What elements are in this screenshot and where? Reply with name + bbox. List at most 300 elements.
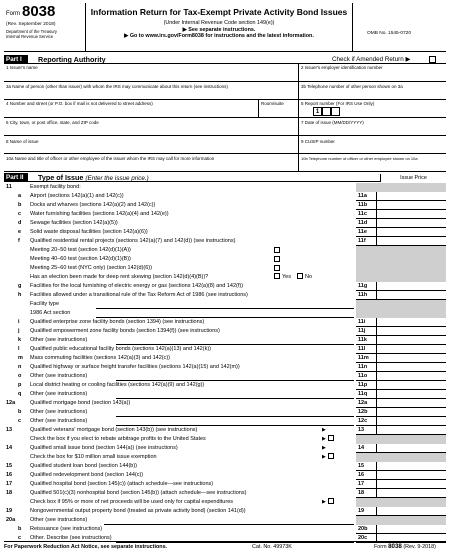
line-text	[30, 237, 235, 246]
line-text	[30, 183, 81, 192]
line-code: 11h	[356, 291, 376, 300]
line-12b	[4, 408, 446, 417]
line-letter: b	[18, 408, 22, 415]
street-label: 4 Number and street (or P.O. box if mail is not delivered to street address)	[6, 101, 153, 106]
report-number-boxes	[313, 107, 373, 117]
line-letter: n	[18, 363, 22, 370]
line-text	[30, 282, 243, 291]
line-text	[30, 372, 87, 381]
line-label: Other (see instructions)	[30, 417, 88, 424]
line-letter: a	[18, 192, 22, 199]
amended-return-checkbox[interactable]	[429, 56, 436, 63]
line-row-28	[4, 435, 446, 444]
fill-in-line[interactable]	[96, 300, 354, 309]
line-text	[30, 453, 157, 462]
city-label: 6 City, town, or post office, state, and ZIP code	[6, 120, 99, 125]
line-label: Water furnishing facilities (sections 142(a)(4) and 142(e))	[30, 210, 169, 217]
line-17	[4, 480, 446, 489]
line-text	[30, 480, 213, 489]
line-letter: c	[18, 417, 22, 424]
shaded-cell	[356, 246, 446, 255]
issue-price-field[interactable]	[376, 399, 446, 408]
line-code: 15	[356, 462, 376, 471]
line-text	[30, 219, 118, 228]
line-code: 12a	[356, 399, 376, 408]
city-field[interactable]	[6, 125, 296, 136]
contact-person-label: 3a Name of person (other than issuer) with whom the IRS may communicate about this return (see instructions)	[6, 84, 228, 89]
line-text	[30, 525, 102, 534]
issue-price-header: Issue Price	[380, 174, 446, 182]
form-title: Information Return for Tax-Exempt Private Activity Bond Issues	[90, 7, 348, 17]
issue-price-field[interactable]	[376, 336, 446, 345]
line-row-7	[4, 246, 446, 255]
line-letter: c	[18, 534, 22, 541]
officer-phone-label: 10b Telephone number of officer or other employee shown on 10a	[301, 156, 418, 161]
line-number: 19	[6, 507, 13, 514]
issue-price-field[interactable]	[376, 372, 446, 381]
form-id-block	[4, 3, 86, 52]
line-label: Local district heating or cooling facilities (sections 142(a)(9) and 142(g))	[30, 381, 205, 388]
election-checkbox[interactable]	[328, 498, 334, 504]
line-label: Sewage facilities (section 142(a)(5))	[30, 219, 118, 226]
contact-person-field[interactable]	[6, 89, 296, 100]
arrow-icon: ▶	[322, 444, 326, 451]
arrow-checkbox	[322, 498, 334, 507]
form-header	[4, 3, 446, 52]
footer-revision: (Rev. 9-2018)	[403, 544, 436, 550]
criteria-checkbox[interactable]	[274, 247, 280, 253]
line-11h	[4, 291, 446, 300]
line-number: 12a	[6, 399, 16, 406]
shaded-cell	[356, 273, 446, 282]
line-label: Meeting 20–50 test (section 142(d)(1)(A))	[30, 246, 131, 253]
issue-price-field[interactable]	[376, 390, 446, 399]
line-text	[30, 498, 233, 507]
line-label: Other (see instructions)	[30, 372, 88, 379]
form-number: 8038	[22, 3, 56, 20]
issue-price-field[interactable]	[376, 471, 446, 480]
line-label: Other (see instructions)	[30, 408, 88, 415]
line-label: Mass commuting facilities (sections 142(a)(3) and 142(c))	[30, 354, 170, 361]
contact-phone-label: 3b Telephone number of other person shown on 3a	[301, 84, 403, 89]
line-label: Meeting 25–60 test (NYC only) (section 142(d)(6))	[30, 264, 152, 271]
line-label: 1986 Act section	[30, 309, 71, 316]
line-row-9	[4, 264, 446, 273]
line-label: Qualified hospital bond (section 145(c)) (attach schedule—see instructions)	[30, 480, 214, 487]
line-text	[30, 399, 130, 408]
line-row-13	[4, 300, 446, 309]
line-11b	[4, 201, 446, 210]
issue-price-field[interactable]	[376, 354, 446, 363]
line-code: 11j	[356, 327, 376, 336]
divider	[298, 82, 299, 100]
line-row-14	[4, 309, 446, 318]
issue-name-label: 8 Name of issue	[6, 139, 39, 144]
line-label: Reissuance (see instructions)	[30, 525, 103, 532]
line-text	[30, 336, 87, 345]
line-code: 17	[356, 480, 376, 489]
omb-number: OMB No. 1545-0720	[367, 31, 411, 36]
line-text	[30, 408, 87, 417]
line-code: 11c	[356, 210, 376, 219]
divider	[258, 100, 259, 118]
issue-date-field[interactable]	[300, 125, 444, 136]
line-row-8	[4, 255, 446, 264]
line-row-0	[4, 183, 446, 192]
no-label: No	[304, 273, 313, 280]
issue-price-field[interactable]	[376, 525, 446, 534]
line-label: Qualified veterans' mortgage bond (section 143(b)) (see instructions)	[30, 426, 198, 433]
shaded-cell	[356, 435, 446, 444]
line-row-30	[4, 453, 446, 462]
line-15	[4, 462, 446, 471]
issue-price-field[interactable]	[376, 408, 446, 417]
line-text	[30, 435, 206, 444]
line-code: 11q	[356, 390, 376, 399]
describe-line[interactable]	[116, 336, 354, 345]
street-field[interactable]	[6, 107, 256, 118]
line-text	[30, 417, 87, 426]
line-code: 11b	[356, 201, 376, 210]
issue-price-field[interactable]	[376, 507, 446, 516]
line-code: 20b	[356, 525, 376, 534]
line-text	[30, 228, 148, 237]
line-number: 17	[6, 480, 13, 487]
irs-link-note: ▶ Go to www.irs.gov/Form8038 for instructions and the latest information.	[124, 33, 314, 40]
part2-title	[38, 173, 149, 183]
fill-in-line[interactable]	[96, 309, 354, 318]
line-letter: m	[18, 354, 23, 361]
issue-price-field[interactable]	[376, 228, 446, 237]
line-label: Docks and wharves (sections 142(a)(2) and 142(c))	[30, 201, 156, 208]
line-11l	[4, 345, 446, 354]
issue-price-field[interactable]	[376, 462, 446, 471]
line-11o	[4, 372, 446, 381]
line-label: Other (see instructions)	[30, 390, 88, 397]
line-code: 12c	[356, 417, 376, 426]
line-12c	[4, 417, 446, 426]
officer-name-field[interactable]	[6, 161, 296, 172]
election-checkbox[interactable]	[328, 435, 334, 441]
line-number: 11	[6, 183, 12, 190]
shaded-cell	[356, 309, 446, 318]
divider	[298, 136, 299, 154]
line-label: Has an election been made for deep rent skewing (section 142(d)(4)(B))?	[30, 273, 209, 280]
shaded-cell	[356, 516, 446, 525]
line-text	[30, 489, 246, 498]
line-number: 18	[6, 489, 13, 496]
line-letter: b	[18, 525, 22, 532]
part2-title-text: Type of Issue	[38, 173, 84, 182]
part2-tag: Part II	[4, 173, 28, 182]
footer-form-word: Form	[374, 544, 387, 550]
line-code: 18	[356, 489, 376, 498]
line-letter: q	[18, 390, 22, 397]
line-20b	[4, 525, 446, 534]
line-text	[30, 516, 87, 525]
line-text	[30, 309, 70, 318]
line-label: Exempt facility bond:	[30, 183, 81, 190]
line-text	[30, 345, 211, 354]
yes-label: Yes	[282, 273, 291, 280]
line-text	[30, 507, 246, 516]
line-11q	[4, 390, 446, 399]
arrow-checkbox	[322, 453, 334, 462]
issue-price-field[interactable]	[376, 219, 446, 228]
line-code: 11k	[356, 336, 376, 345]
line-letter: j	[18, 327, 20, 334]
line-label: Qualified residential rental projects (sections 142(a)(7) and 142(d)) (see instructions)	[30, 237, 236, 244]
line-label: Qualified 501(c)(3) nonhospital bond (section 145(b)) (attach schedule—see instructions)	[30, 489, 247, 496]
issue-price-field[interactable]	[376, 237, 446, 246]
line-code: 16	[356, 471, 376, 480]
room-suite-label: Room/suite	[261, 101, 284, 106]
divider	[298, 64, 299, 82]
yes-no-group	[272, 273, 312, 282]
shaded-cell	[356, 300, 446, 309]
fill-in-line[interactable]	[104, 516, 354, 525]
line-label: Meeting 40–60 test (section 142(d)(1)(B))	[30, 255, 131, 262]
form-title-block	[86, 3, 352, 52]
line-code: 11a	[356, 192, 376, 201]
line-11j	[4, 327, 446, 336]
line-label: Qualified redevelopment bond (section 144(c))	[30, 471, 144, 478]
room-suite-field[interactable]	[260, 107, 297, 118]
contact-phone-field[interactable]	[300, 89, 444, 100]
line-letter: c	[18, 210, 22, 217]
line-text	[30, 273, 208, 282]
line-19	[4, 507, 446, 516]
divider	[298, 154, 299, 172]
line-code: 11m	[356, 354, 376, 363]
form-word: Form	[6, 11, 20, 17]
line-text	[30, 471, 143, 480]
line-label: Check the box if you elect to rebate arbitrage profits to the United States	[30, 435, 206, 442]
line-text	[30, 318, 204, 327]
part1-tag: Part I	[4, 55, 28, 64]
form-revision: (Rev. September 2018)	[6, 22, 56, 27]
line-text	[30, 444, 178, 453]
line-12a	[4, 399, 446, 408]
describe-line[interactable]	[116, 408, 354, 417]
line-text	[30, 381, 204, 390]
arrow-icon: ▶	[322, 435, 326, 442]
line-label: Airport (sections 142(a)(1) and 142(c))	[30, 192, 124, 199]
line-letter: l	[18, 345, 20, 352]
line-11p	[4, 381, 446, 390]
amended-return-label: Check if Amended Return ▶	[332, 56, 411, 63]
line-row-10	[4, 273, 446, 282]
line-text	[30, 327, 220, 336]
officer-phone-field[interactable]	[300, 161, 444, 172]
election-checkbox[interactable]	[328, 453, 334, 459]
line-label: Qualified mortgage bond (section 143(a))	[30, 399, 131, 406]
line-label: Check box if 95% or more of net proceeds will be used only for capital expenditures	[30, 498, 233, 505]
issue-price-field[interactable]	[376, 417, 446, 426]
line-11i	[4, 318, 446, 327]
arrow-icon: ▶	[322, 498, 326, 505]
line-code: 11e	[356, 228, 376, 237]
shaded-cell	[356, 255, 446, 264]
describe-line[interactable]	[116, 372, 354, 381]
part1-header	[4, 55, 446, 64]
line-11g	[4, 282, 446, 291]
instructions-note: ▶ See separate instructions.	[182, 26, 256, 33]
line-code: 11l	[356, 345, 376, 354]
part2-title-note: (Enter the issue price.)	[85, 175, 149, 182]
amount-arrow	[322, 444, 326, 453]
department	[6, 29, 86, 39]
arrow-icon: ▶	[322, 453, 326, 460]
line-13	[4, 426, 446, 435]
line-text	[30, 462, 137, 471]
arrow-icon: ▶	[322, 426, 326, 433]
report-number-box[interactable]	[322, 107, 331, 116]
line-code: 11f	[356, 237, 376, 246]
line-code: 11p	[356, 381, 376, 390]
line-11d	[4, 219, 446, 228]
line-letter: h	[18, 291, 22, 298]
part2-header	[4, 173, 446, 182]
describe-line[interactable]	[116, 390, 354, 399]
line-code: 11o	[356, 372, 376, 381]
shaded-cell	[356, 183, 446, 192]
criteria-checkbox[interactable]	[274, 265, 280, 271]
amount-arrow	[322, 426, 326, 435]
form-subtitle: (Under Internal Revenue Code section 149(e))	[163, 20, 275, 26]
line-label: Check the box for $10 million small issue exemption	[30, 453, 157, 460]
issue-date-label: 7 Date of issue (MM/DD/YYYY)	[301, 120, 364, 125]
catalog-number: Cat. No. 49973K	[252, 544, 292, 550]
part1-title: Reporting Authority	[38, 55, 106, 64]
issue-price-field[interactable]	[376, 192, 446, 201]
cusip-label: 9 CUSIP number	[301, 139, 335, 144]
line-11e	[4, 228, 446, 237]
line-number: 20a	[6, 516, 16, 523]
shaded-cell	[356, 264, 446, 273]
line-code: 11d	[356, 219, 376, 228]
line-code: 12b	[356, 408, 376, 417]
issue-price-field[interactable]	[376, 489, 446, 498]
line-text	[30, 255, 131, 264]
omb-block	[352, 3, 446, 52]
issue-price-field[interactable]	[376, 201, 446, 210]
issue-price-field[interactable]	[376, 327, 446, 336]
issue-price-field[interactable]	[376, 210, 446, 219]
issue-price-field[interactable]	[376, 381, 446, 390]
line-label: Other (see instructions)	[30, 516, 88, 523]
line-letter: d	[18, 219, 22, 226]
describe-line[interactable]	[116, 417, 354, 426]
line-text	[30, 291, 248, 300]
yes-checkbox[interactable]	[274, 273, 280, 279]
line-18	[4, 489, 446, 498]
issue-price-field[interactable]	[376, 345, 446, 354]
line-number: 15	[6, 462, 13, 469]
line-label: Qualified enterprise zone facility bonds (section 1394) (see instructions)	[30, 318, 205, 325]
line-letter: k	[18, 336, 22, 343]
footer-form-id	[374, 542, 436, 552]
line-label: Qualified public educational facility bonds (sections 142(a)(13) and 142(k))	[30, 345, 211, 352]
line-11m	[4, 354, 446, 363]
line-label: Qualified empowerment zone facility bonds (section 1394(f)) (see instructions)	[30, 327, 220, 334]
shaded-cell	[356, 498, 446, 507]
form-footer	[4, 541, 446, 553]
shaded-cell	[356, 453, 446, 462]
issuer-ein-field[interactable]	[300, 70, 444, 81]
line-letter: p	[18, 381, 22, 388]
issue-price-field[interactable]	[376, 291, 446, 300]
report-number-box: 1	[313, 107, 322, 116]
line-text	[30, 426, 197, 435]
line-label: Qualified small issue bond (section 144(a)) (see instructions)	[30, 444, 178, 451]
report-number-box[interactable]	[331, 107, 340, 116]
line-letter: b	[18, 201, 22, 208]
issue-price-field[interactable]	[376, 426, 446, 435]
line-code: 11n	[356, 363, 376, 372]
line-number: 14	[6, 444, 13, 451]
line-label: Facilities for the local furnishing of electric energy or gas (sections 142(a)(8) and 142(f))	[30, 282, 244, 289]
line-label: Facilities allowed under a transitional rule of the Tax Reform Act of 1986 (see instructions)	[30, 291, 248, 298]
line-label: Other. Describe (see instructions)	[30, 534, 112, 541]
line-11c	[4, 210, 446, 219]
line-11a	[4, 192, 446, 201]
line-letter: o	[18, 372, 22, 379]
line-code: 14	[356, 444, 376, 453]
issue-price-field[interactable]	[376, 363, 446, 372]
line-14	[4, 444, 446, 453]
line-16	[4, 471, 446, 480]
line-code: 11g	[356, 282, 376, 291]
paperwork-notice: For Paperwork Reduction Act Notice, see separate instructions.	[4, 544, 168, 550]
department-name: Department of the Treasury	[6, 29, 57, 34]
issuer-ein-label: 2 Issuer's employer identification number	[301, 65, 383, 70]
no-checkbox[interactable]	[297, 273, 303, 279]
line-text	[30, 192, 124, 201]
line-text	[30, 210, 169, 219]
line-label: Qualified student loan bond (section 144(b))	[30, 462, 138, 469]
line-text	[30, 246, 131, 255]
line-row-35	[4, 498, 446, 507]
line-text	[30, 300, 59, 309]
issue-price-field[interactable]	[376, 480, 446, 489]
issue-price-field[interactable]	[376, 318, 446, 327]
line-text	[30, 264, 152, 273]
line-11f	[4, 237, 446, 246]
line-label: Solid waste disposal facilities (section 142(a)(6))	[30, 228, 148, 235]
line-number: 13	[6, 426, 13, 433]
issuer-name-label: 1 Issuer's name	[6, 65, 38, 70]
issuer-name-field[interactable]	[6, 70, 296, 81]
line-text	[30, 354, 170, 363]
officer-name-label: 10a Name and title of officer or other employee of the issuer whom the IRS may call for more information	[6, 156, 215, 161]
line-code: 11i	[356, 318, 376, 327]
irs-name: Internal Revenue Service	[6, 34, 54, 39]
criteria-checkbox[interactable]	[274, 256, 280, 262]
issue-price-field[interactable]	[376, 444, 446, 453]
line-label: Other (see instructions)	[30, 336, 88, 343]
line-11k	[4, 336, 446, 345]
line-code: 20c	[356, 534, 376, 543]
line-code: 13	[356, 426, 376, 435]
line-label: Facility type	[30, 300, 60, 307]
line-letter: e	[18, 228, 22, 235]
line-text	[30, 201, 155, 210]
line-letter: i	[18, 318, 20, 325]
line-code: 19	[356, 507, 376, 516]
issue-price-field[interactable]	[376, 282, 446, 291]
line-label: Qualified highway or surface freight transfer facilities (sections 142(a)(15) and 142(m))	[30, 363, 240, 370]
